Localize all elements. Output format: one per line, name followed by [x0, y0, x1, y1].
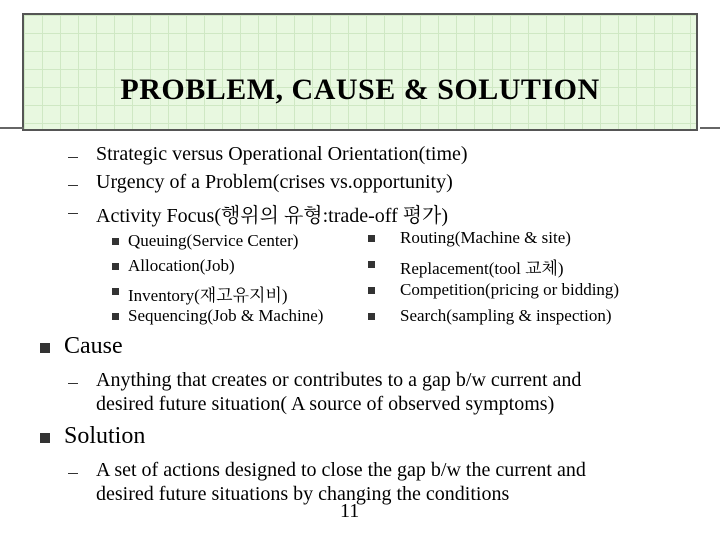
square-bullet — [112, 288, 119, 295]
activity-left-item: Allocation(Job) — [128, 256, 235, 275]
square-bullet — [40, 343, 50, 353]
square-bullet — [112, 238, 119, 245]
solution-heading: Solution — [64, 423, 146, 449]
square-bullet — [368, 261, 375, 268]
dash-bullet — [68, 213, 78, 214]
solution-text: desired future situations by changing the conditions — [96, 483, 510, 505]
activity-right-item: Competition(pricing or bidding) — [400, 280, 620, 299]
slide-title: PROBLEM, CAUSE & SOLUTION — [120, 73, 600, 106]
cause-text: Anything that creates or contributes to a gap b/w current and — [96, 369, 582, 391]
activity-right-item: Routing(Machine & site) — [400, 228, 571, 247]
dash-bullet — [68, 185, 78, 186]
dash-bullet — [68, 157, 78, 158]
page-number: 11 — [340, 500, 360, 522]
intro-item: Strategic versus Operational Orientation(time) — [96, 143, 468, 165]
intro-item: Activity Focus(행위의 유형:trade-off 평가) — [96, 205, 449, 227]
square-bullet — [112, 313, 119, 320]
intro-item: Urgency of a Problem(crises vs.opportunity) — [96, 171, 453, 193]
right-edge-tick — [700, 127, 720, 129]
solution-text: A set of actions designed to close the gap b/w the current and — [96, 459, 586, 481]
square-bullet — [368, 287, 375, 294]
activity-left-item: Sequencing(Job & Machine) — [128, 306, 324, 325]
activity-right-item: Replacement(tool 교체) — [400, 259, 564, 278]
title-box — [22, 13, 698, 131]
square-bullet — [112, 263, 119, 270]
square-bullet — [368, 235, 375, 242]
activity-left-item: Inventory(재고유지비) — [128, 286, 288, 305]
square-bullet — [40, 433, 50, 443]
activity-right-item: Search(sampling & inspection) — [400, 306, 612, 325]
dash-bullet — [68, 473, 78, 474]
activity-left-item: Queuing(Service Center) — [128, 231, 299, 250]
square-bullet — [368, 313, 375, 320]
left-edge-tick — [0, 127, 24, 129]
dash-bullet — [68, 383, 78, 384]
cause-heading: Cause — [64, 333, 123, 359]
cause-text: desired future situation( A source of observed symptoms) — [96, 393, 555, 415]
